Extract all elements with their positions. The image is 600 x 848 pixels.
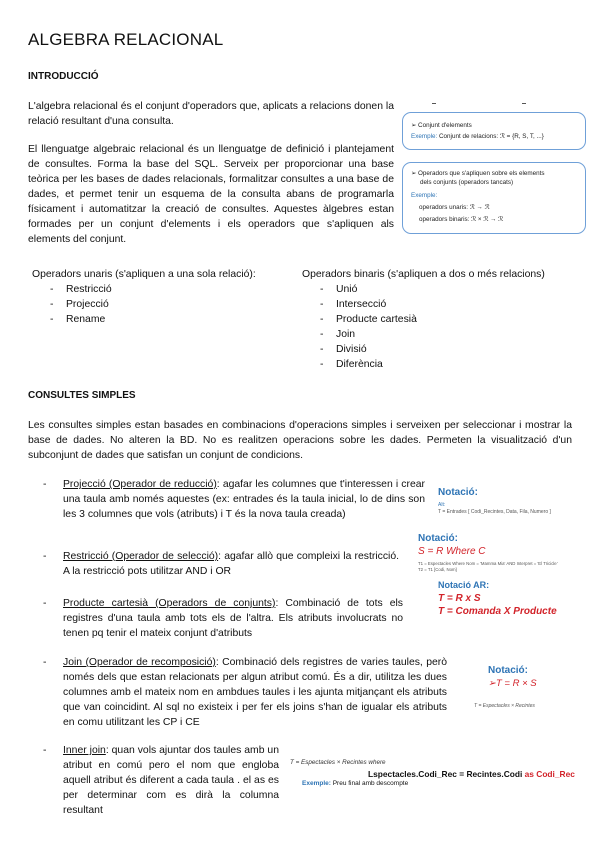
notation-formula: T = Entrades [ Codi_Recintes, Data, Fila, Numero ] [438,509,551,515]
crop-mark [522,103,526,104]
bullet-inner-join: - Inner join: quan vols ajuntar dos taules amb un atribut en comú pero el nom que engloba aquell atribut és diferent a cada taula . el as es per determinar com es dirà la columna resultant [43,745,279,816]
notation-example-line: T1 = Espectacles Where Nom = 'Mamma Mia' AND Interpret = 'El Tricicle' [418,561,558,566]
bullet-join: - Join (Operador de recomposició): Combinació dels registres de varies taules, però només dels que estan relacionats per algun atribut comú. És a dir, utilitza les dues columnes amb el mateix nom en ambdues taules i les ajunta mitjançant els atributs que van coincidint. Al sql no existeix i per fer els joins s'han de igualar els atributs en comu utilitzant les CP i CE [43,657,447,728]
elements-line: ➢ Conjunt d'elements [411,122,472,129]
binary-operators-list [302,267,592,372]
bullet-text: : agafar les columnes que t'interessen i crear una taula amb només aquestes (ex: entrades és la taula inicial, lo de dins son les 3 columnes que vols (atributs) i T és la nova taula creada) [63,479,425,520]
simples-paragraph: Les consultes simples estan basades en combinacions d'operacions simples i serveixen per seleccionar i mostrar la base de dades. No alteren la BD. No es realitzen operacions sobre les dades. Permeten la visualització d'un subconjunt de dades que satisfan un conjunt de condicions. [28,420,572,461]
simples-heading: CONSULTES SIMPLES [28,390,136,401]
operators-line-1: ➢ Operadors que s'apliquen sobre els elements [411,170,545,177]
list-item: - Unió [302,282,592,297]
example-label: Exemple: [302,780,331,787]
inner-join-condition [368,769,575,779]
bullet-term: Inner join [63,745,106,756]
condition-text: Lspectacles.Codi_Rec = Recintes.Codi [368,769,525,779]
example-text: Conjunt de relacions: ℛ = {R, S, T, ...} [439,133,544,140]
notation-formula: T = Comanda X Producte [438,606,557,617]
notation-title: Notació: [418,533,458,544]
intro-paragraph-2: El llenguatge algebraic relacional és un llenguatge de definició i plantejament de consultes. Forma la base del SQL. Serveix per proporcionar una base teòrica per les bases de dades relacionals, formalitzar consultes a una base de dades, et permet tenir un esquema de la consulta abans de programarla físicament i automatitzar la creació de consultes. Aquestes àlgebres estan formades per un conjunt d'elements i els operadors que s'apliquen als elements del conjunt. [28,144,394,245]
operators-box [402,162,586,234]
list-item: - Restricció [32,282,292,297]
operators-example-label: Exemple: [411,192,438,199]
notation-formula: ➢T = R × S [488,678,537,689]
bullet-term: Producte cartesià (Operadors de conjunts) [63,598,276,609]
bullet-producte: - Producte cartesià (Operadors de conjunts): Combinació de tots els registres d'una taula amb tots els de l'altra. Els atributs involucrats no tenen pq tenir el mateix conjunt d'atributs [43,598,403,639]
list-item: - Divisió [302,342,592,357]
list-item: - Join [302,327,592,342]
bullet-term: Projecció (Operador de reducció) [63,479,217,490]
list-item: - Diferència [302,357,592,372]
list-item: - Producte cartesià [302,312,592,327]
notation-title: Notació: [488,665,528,676]
bullet-text: : Combinació dels registres de varies taules, però només dels que estan relacionats per algun atribut comú. És a dir, utilitza les dues columnes amb el mateix nom en ambdues taules i les ajunta mitjançant els atributs que van coincidint. Al sql no existeix i per fer els joins s'han de igualar els atributs en comu utilitzant les CP i CE [63,657,447,728]
bullet-text: : quan vols ajuntar dos taules amb un atribut en comú pero el nom que engloba aquell atribut és diferent a cada taula . el as es per determinar com es dirà la columna resultant [63,745,279,816]
condition-alias: as Codi_Rec [524,769,575,779]
notation-alt: Alt: [438,502,446,508]
bullet-text: : Combinació de tots els registres d'una taula amb tots els de l'altra. Els atributs involucrats no tenen pq tenir el mateix conjunt d'atributs [63,598,403,639]
notation-formula: S = R Where C [418,546,486,557]
notation-title: Notació AR: [438,580,490,590]
page-title: ALGEBRA RELACIONAL [28,30,224,49]
intro-paragraph-1: L'algebra relacional és el conjunt d'operadors que, aplicats a relacions donen la relació resultant d'una consulta. [28,101,394,127]
binary-operators: operadors binaris: ℛ × ℛ → ℛ [419,216,504,223]
unary-operators-list [32,267,292,327]
notation-example: T = Espectacles × Recintes [474,703,535,709]
bullet-term: Restricció (Operador de selecció) [63,551,219,562]
list-item: - Projecció [32,297,292,312]
elements-example [411,132,544,141]
example-label: Exemple: [411,133,438,140]
example-text: Preu final amb descompte [332,780,409,787]
elements-box [402,112,586,150]
operators-line-2: dels conjunts (operadors tancats) [420,179,514,186]
crop-mark [432,103,436,104]
intro-heading: INTRODUCCIÓ [28,71,99,82]
notation-title: Notació: [438,487,478,498]
notation-formula: T = R x S [438,593,481,604]
notation-example-line: T2 = T1 [Codi, Nom] [418,567,457,572]
bullet-projeccio: - Projecció (Operador de reducció): agafar les columnes que t'interessen i crear una taula amb només aquestes (ex: entrades és la taula inicial, lo de dins son les 3 columnes que vols (atributs) i T és la nova taula creada) [43,479,425,520]
list-item: - Intersecció [302,297,592,312]
inner-join-example [302,780,408,787]
unary-heading: Operadors unaris (s'apliquen a una sola relació): [32,269,256,280]
unary-operators: operadors unaris: ℛ → ℛ [419,204,490,211]
binary-heading: Operadors binaris (s'apliquen a dos o més relacions) [302,269,545,280]
list-item: - Rename [32,312,292,327]
inner-join-formula: T = Espectacles × Recintes where [290,759,386,766]
bullet-restriccio: - Restricció (Operador de selecció): agafar allò que compleixi la restricció. A la restricció pots utilitzar AND i OR [43,551,400,577]
bullet-text: : agafar allò que compleixi la restricció. A la restricció pots utilitzar AND i OR [63,551,400,577]
bullet-term: Join (Operador de recomposició) [63,657,216,668]
